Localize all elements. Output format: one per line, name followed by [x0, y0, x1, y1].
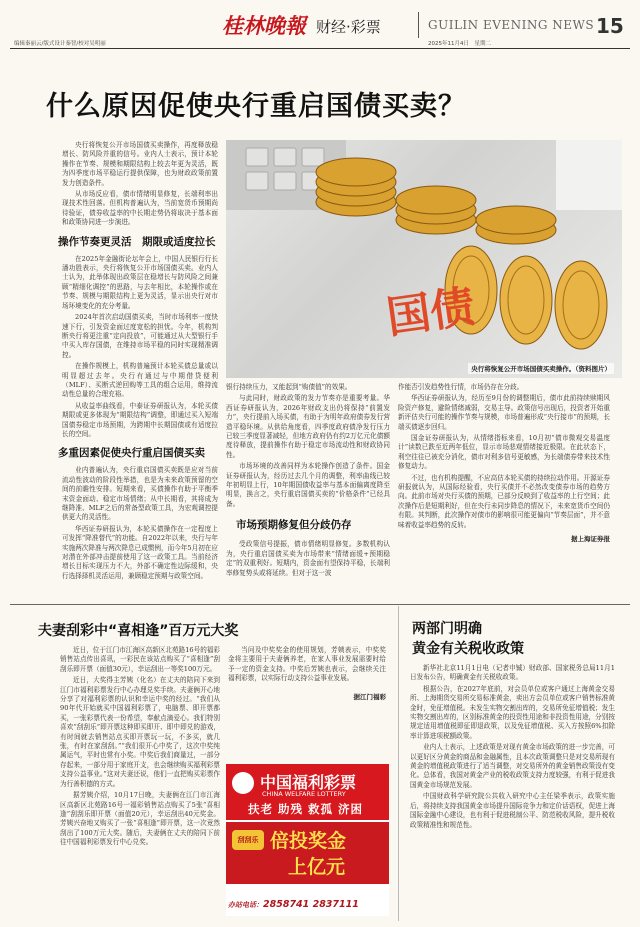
paragraph: 近日，大奖得主芳姨（化名）在丈夫的陪同下来到江门市福利彩票发行中心办理兑奖手续。夫妻俩开心地分享了对福利彩票的认识和幸运中奖的经过。“我们从90年代开始就买中国福利彩票了，电脑票、即开票都买，一张彩票代表一份希望，奉献点滴爱心。我们特别喜欢“刮刮乐”即开票这种即买即开、即中即兑的游戏，有时间就去销售站点买即开票玩一玩，不多买，就几张，有时在家刮刮。”“我们很开心中奖了，这次中奖纯属运气，平时也常有小奖。中奖后我们商量过，一部分存起来，一部分用于家庭开支，也会继续购买福利彩票支持公益事业。”这对夫妻还说，他们一直把购买彩票作为行善积德的方式。	[60, 676, 220, 788]
ad-phone-number: 2858741 2837111	[263, 899, 359, 910]
paragraph: 不过，也有机构提醒，不应高估本轮买债的持续拉动作用。开源证券研报就认为，从国际经验看，央行买债并不必然改变债券市场的趋势方向。此前市场对央行买债的预期，已部分反映到了收益率的上行空间；此次操作后是短期利好，但在央行未同步降息的情况下，未来宽货币空间仍有限。其判断，此次操作对债市的影响很可能更偏向“节奏层面”，并不意味着收益率趋势的反转。	[398, 473, 610, 529]
ad-phone-label: 办站电话：	[228, 901, 263, 909]
masthead	[0, 0, 640, 48]
issue-date: 2025年11月4日 星期二	[428, 41, 491, 47]
paragraph: 华西证券研报认为，本轮买债操作在一定程度上可发挥“降准替代”的功能。自2022年以来，央行与年实施两次降准与两次降息已成惯例，而今年5月初在应对潜在外部冲击提前使用了这一政策工具。当前经济增长目标实现压力不大，外部不确定性边际缓和，央行选择择机灵活运用，兼顾稳定预期与政策空间。	[62, 524, 218, 580]
main-article-col2	[226, 383, 390, 580]
main-headline: 什么原因促使央行重启国债买卖？	[46, 91, 466, 122]
ad-top-banner	[226, 764, 389, 820]
ad-promo-line1: 倍投奖金	[270, 830, 347, 852]
welfare-logo-icon	[232, 772, 254, 794]
paragraph: 中国财政科学研究院公共收入研究中心主任梁季表示，政策实施后，将持续支持我国黄金市场提升国际竞争力和定价话语权，促进上海国际金融中心建设，也有利于促进税制公平、防范税收风险，提升税收政策精准性和规范性。	[410, 792, 615, 829]
paragraph: 受政策信号提振，债市情绪明显修复。多数机构认为，央行重启国债买卖为市场带来“情绪面缓+预期稳定”的双重利好。短期内，资金面有望保持平稳，长端利率修复势头或将延续。但对于这一波	[226, 540, 390, 577]
paragraph: 作能否引发趋势性行情，市场仍存在分歧。	[398, 383, 524, 391]
column-divider	[398, 606, 399, 921]
ad-badge: 刮刮乐	[232, 830, 264, 850]
subheading: 多重因素促使央行重启国债买卖	[58, 447, 205, 460]
subheading: 市场预期修复但分歧仍存	[236, 519, 352, 532]
subheading: 操作节奏更灵活 期限或适度拉长	[58, 235, 216, 248]
lottery-col2	[228, 646, 386, 701]
paragraph: 当问及中奖奖金的使用规划，芳姨表示，中奖奖金将主要用于夫妻俩养老，在家人事业发展需要时给予一定的资金支持。中奖后芳姨也表示，会继续关注福利彩票，以实际行动支持公益事业发展。	[228, 646, 386, 683]
photo-caption: 央行将恢复公开市场国债买卖操作。（资料图片）	[468, 363, 614, 374]
ad-slogan: 扶老 助残 救孤 济困	[248, 802, 364, 816]
paragraph: 市场环境的改善同样为本轮操作创造了条件。国金证券研报认为，经历过去几个月的调整，利率曲线已较年初明显上行，10年期国债收益率与基本面偏离度降至明显，换言之，央行重启国债买卖的“价格条件”已经具备。	[226, 462, 390, 508]
paragraph: 2024年首次启动国债买卖，当时市场利率一度快速下行，引发资金面过度宽松的担忧。今年，机构判断央行将更注重“定向投放”，可能通过从大型银行手中买入库存国债，在维持市场平稳的同时实现精准调控。	[62, 313, 218, 359]
paper-logo: 桂林晚報	[222, 13, 306, 38]
ad-brand-en: CHINA WELFARE LOTTERY	[262, 790, 346, 798]
paragraph: 从收益率曲线看，中泰证券研报认为，本轮买债期限或更多体现为“期限结构”调整，即通过买入短端国债券稳定市场预期，为跨期中长期国债或有适度拉长的空间。	[62, 401, 218, 438]
paragraph: 与此同时，财政政策的发力节奏亦是重要考量。华西证券研报认为，2026年财政支出仍将保持“前置发力”，央行提前入场买债，有助于为明年政府债券发行营造平稳环境。从供给角度看，四季度政府债净发行压力已较三季度显著减轻，但地方政府仍有约2万亿元化债额度待释放，提前操作有助于稳定市场流动性和财政协同性。	[226, 394, 390, 459]
coins-illustration	[226, 140, 622, 378]
lottery-headline: 夫妻刮彩中“喜相逢”百万元大奖	[38, 623, 239, 639]
coins-photo	[226, 140, 622, 378]
masthead-divider	[418, 12, 419, 38]
paragraph: 新华社北京11月1日电（记者申铖）财政部、国家税务总局11月1日发布公告，明确黄金有关税收政策。	[410, 664, 615, 682]
main-article-col1	[58, 141, 218, 583]
section-title: 财经·彩票	[316, 18, 381, 36]
paragraph: 国金证券研报认为，从情绪指标来看，10月初“债市微观交易温度计”读数已跌至近两年低位，显示市场悲观情绪接近极限。在此状态下，利空往往已被充分消化，债市对利多信号更敏感，为长端债券带来技术性修复动力。	[398, 434, 610, 471]
paragraph: 近日，位于江门市江海区高新区北苑路16号的福彩销售站点传出喜讯，一彩民在该站点购买了“喜相逢”刮刮乐即开票（面值30元），幸运刮出一等奖100万元。	[60, 646, 220, 673]
page-number: 15	[596, 14, 624, 38]
tax-article	[410, 664, 615, 832]
lottery-col1	[60, 646, 220, 850]
lottery-source: 据江门福彩	[353, 692, 386, 701]
paper-english-name: GUILIN EVENING NEWS	[428, 18, 595, 32]
article-source: 据上海证券报	[571, 535, 610, 544]
ad-promo-panel	[226, 822, 389, 884]
paragraph: 华西证券研报认为，经历至9月份的调整期后，债市此前持续赎期风险资产修复，避险情绪减弱，交易主导。政策信号出现后，投资者开始重新评估央行可能的操作节奏与规模，市场普遍形成“央行接市”的预期，长端买债逐步回归。	[398, 394, 610, 431]
tax-headline-line2: 黄金有关税收政策	[412, 641, 524, 657]
paragraph: 银行持续压力，又能起到“购债值”的效果。	[226, 383, 352, 391]
main-article-col3	[398, 383, 610, 543]
paragraph: 央行将恢复公开市场国债买卖操作，再度释放稳增长、防风险并重的信号。业内人士表示，预计本轮操作在节奏、规模和期限结构上较去年更为灵活，既为四季度市场平稳运行提供保障，也为财政政策前置发力创造条件。	[62, 141, 218, 187]
paragraph: 业内人士表示，上述政策是对现有黄金市场政策的进一步完善，可以更好区分黄金的商品和金融属性，且本次政策调整只是对交易所现有黄金的增值税政策进行了适当调整，对交易所外的黄金销售政策没有变化。总体看，我国对黄金产业的税收政策支持力度较强，有利于促进我国黄金市场规范发展。	[410, 743, 615, 789]
paragraph: 在2025年金融街论坛年会上，中国人民银行行长潘功胜表示，央行将恢复公开市场国债买卖。业内人士认为，此举体现出政策层在稳增长与防风险之间兼顾“精细化调控”的思路，与去年相比，本轮操作或在节奏、规模与期限结构上更为灵活，显示出央行对市场环境变化的充分考量。	[62, 254, 218, 310]
lottery-ad	[226, 764, 389, 916]
ad-phone-row	[228, 892, 359, 911]
tax-headline-line1: 两部门明确	[412, 621, 482, 637]
photo-label-text: 国债	[383, 281, 478, 344]
paragraph: 业内普遍认为，央行重启国债买卖既是应对当前流动性波动的阶段性举措，也是为未来政策预留的空间的前瞻性安排。短期来看，买债操作有助于平衡季末资金面动、稳定市场情绪；从中长期看，其将成为继降准、MLF之后的常备型政策工具，为宏观调控提供更大的灵活性。	[62, 466, 218, 522]
paragraph: 在操作规模上，机构普遍预计本轮买债总量或以明显超过去年。央行有通过与中期借贷便利（MLF）、买断式逆回购等工具的组合运用，维持流动性总量的合理充裕。	[62, 362, 218, 399]
masthead-rule	[10, 48, 630, 49]
ad-promo-line2: 上亿元	[288, 856, 346, 878]
paragraph: 根据公告，在2027年底前，对会员单位或客户通过上海黄金交易所、上海期货交易所交易标准黄金，卖出方会员单位或客户销售标准黄金时，免征增值税。未发生实物交割出库的，交易所免征增值税；发生实物交割出库的，区别标准黄金的投资性用途和非投资性用途，分别按规定适用增值税即征即退政策，以及免征增值税、买入方按照6%扣除率计算进项税额政策。	[410, 684, 615, 740]
paragraph: 从市场反应看，债市情绪明显修复，长端利率出现技术性回落。但机构普遍认为，当前宽货币预期尚待验证，债券收益率的中长期走势仍将取决于基本面和政策协同进一步演进。	[62, 190, 218, 227]
section-divider	[10, 604, 630, 605]
paragraph: 据芳姨介绍，10月17日晚，夫妻俩在江门市江海区高新区北苑路16号一福彩销售站点购买了5张“喜相逢”刮刮乐即开票（面值20元），幸运刮出40元奖金。芳姨兴奋地又购买了一张“喜相逢”即开票，这一次竟然刮出了100万元大奖。随后，夫妻俩在丈夫的陪同下前往中国福利彩票发行中心兑奖。	[60, 791, 220, 847]
editor-credits: 编辑秦丽云/版式设计秦智/校对吴明丽	[14, 41, 106, 47]
ad-brand-cn: 中国福利彩票	[260, 773, 357, 792]
